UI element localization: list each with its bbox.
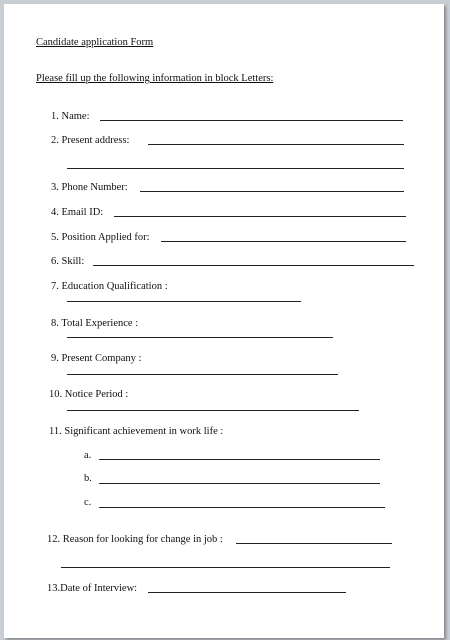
field-label-notice-period: 10. Notice Period : [49,389,129,400]
field-line-present-company[interactable] [67,374,338,375]
field-line-reason-change-2[interactable] [61,567,390,568]
field-label-skill: 6. Skill: [51,256,85,267]
field-line-education[interactable] [67,301,301,302]
field-line-achievement-c[interactable] [99,507,385,508]
field-line-achievement-a[interactable] [99,459,380,460]
achievement-c-label: c. [84,497,92,508]
field-line-skill[interactable] [93,265,414,266]
field-line-total-experience[interactable] [67,337,333,338]
field-line-email-id[interactable] [114,216,406,217]
achievement-b-label: b. [84,473,92,484]
field-label-phone-number: 3. Phone Number: [51,182,128,193]
form-title: Candidate application Form [36,37,154,48]
achievement-a-label: a. [84,450,92,461]
field-line-present-address-2[interactable] [67,168,404,169]
field-label-date-interview: 13.Date of Interview: [47,583,138,594]
field-label-name: 1. Name: [51,111,90,122]
field-label-present-company: 9. Present Company : [51,353,142,364]
form-instruction: Please fill up the following information in block Letters: [36,73,274,84]
field-line-date-interview[interactable] [148,592,346,593]
field-label-achievement: 11. Significant achievement in work life : [49,426,224,437]
field-line-notice-period[interactable] [67,410,359,411]
field-label-present-address: 2. Present address: [51,135,130,146]
document-page [4,4,444,638]
field-line-achievement-b[interactable] [99,483,380,484]
field-line-phone-number[interactable] [140,191,404,192]
field-label-email-id: 4. Email ID: [51,207,104,218]
field-line-present-address[interactable] [148,144,404,145]
field-label-reason-change: 12. Reason for looking for change in job : [47,534,223,545]
field-label-total-experience: 8. Total Experience : [51,318,139,329]
field-label-position-applied: 5. Position Applied for: [51,232,150,243]
field-line-name[interactable] [100,120,403,121]
field-label-education: 7. Education Qualification : [51,281,168,292]
field-line-reason-change[interactable] [236,543,392,544]
field-line-position-applied[interactable] [161,241,406,242]
